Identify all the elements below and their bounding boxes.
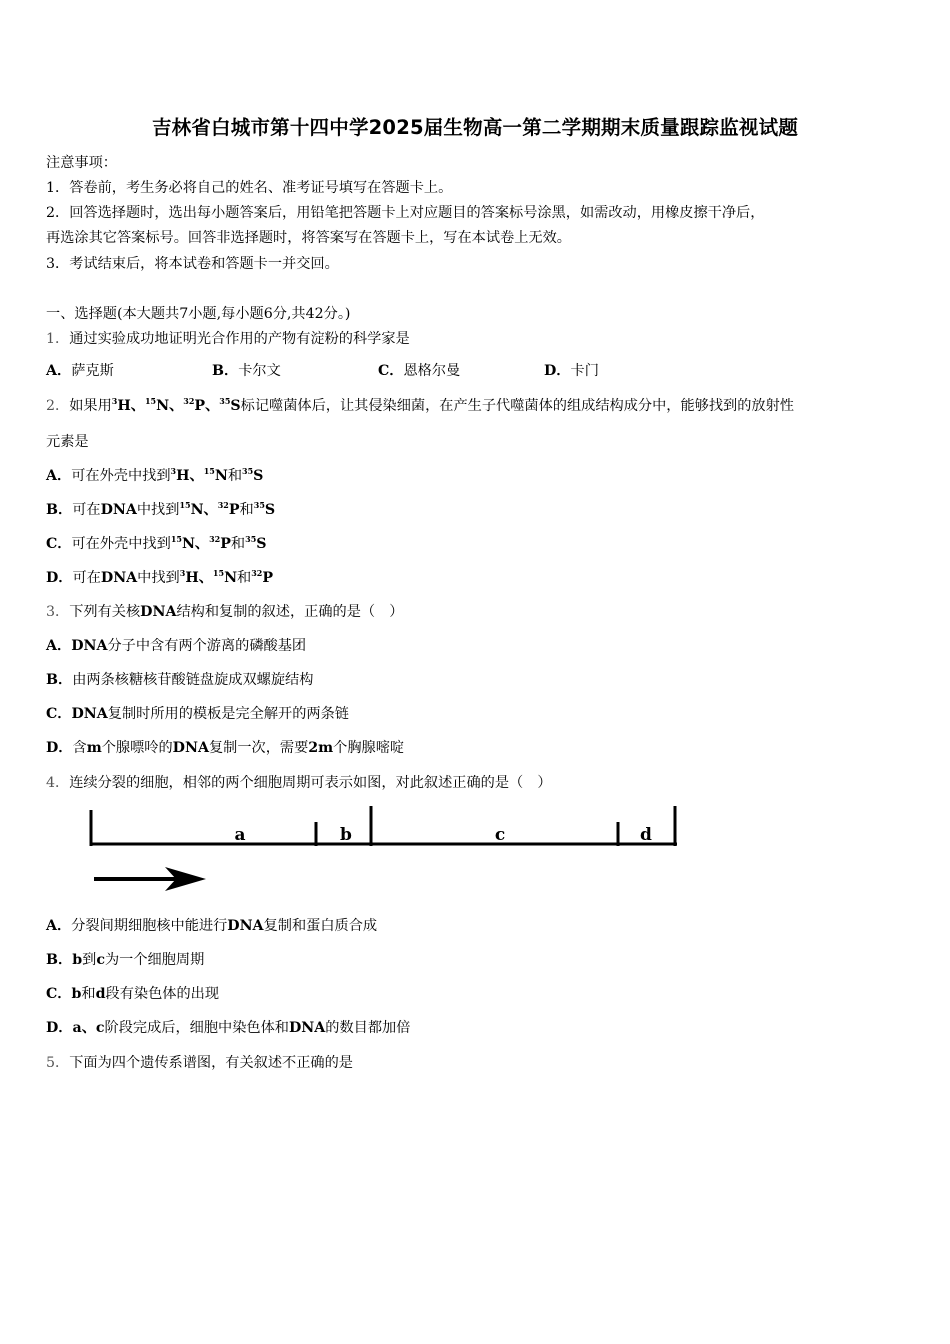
- element: P: [228, 502, 240, 518]
- option-text: 分裂间期细胞核中能进行: [71, 918, 228, 934]
- element: N、: [181, 536, 210, 552]
- option-text: 卡尔文: [238, 363, 281, 379]
- term-dna: DNA: [140, 604, 177, 620]
- question-stem: 下列有关核: [69, 604, 141, 620]
- q4-option-a: [46, 915, 377, 935]
- element: P: [220, 536, 231, 552]
- notice-item-2: 2．回答选择题时，选出每小题答案后，用铅笔把答题卡上对应题目的答案标号涂黑，如需改动，用橡皮擦干净后，: [46, 205, 765, 221]
- option-text: 恩格尔曼: [403, 363, 461, 379]
- isotope-mass: 32: [183, 396, 195, 406]
- option-text: 和: [230, 536, 246, 552]
- option-text: 复制时所用的模板是完全解开的两条链: [107, 706, 349, 722]
- q3-option-c: [46, 703, 349, 723]
- isotope-mass: 3: [170, 466, 177, 476]
- isotope-mass: 15: [170, 534, 182, 544]
- question-number: 4．: [46, 775, 70, 791]
- option-label: B．: [46, 502, 73, 518]
- q4-option-b: [46, 949, 204, 969]
- option-text: 和: [227, 468, 243, 484]
- q2-option-c: [46, 533, 267, 553]
- option-label: C．: [46, 986, 72, 1002]
- cell-cycle-diagram: [80, 800, 690, 895]
- option-text: 分子中含有两个游离的磷酸基团: [107, 638, 307, 654]
- term-dna: DNA: [288, 1020, 326, 1036]
- option-label: A．: [46, 638, 72, 654]
- question-1: [46, 328, 410, 348]
- isotope-mass: 35: [253, 500, 265, 510]
- element: S: [230, 398, 241, 414]
- notice-item-3: 3．考试结束后，将本试卷和答题卡一并交回。: [46, 256, 339, 272]
- variable: b: [71, 986, 82, 1002]
- question-stem: 如果用: [69, 398, 112, 414]
- isotope-mass: 15: [212, 568, 225, 578]
- isotope-mass: 35: [219, 396, 231, 406]
- option-label: B．: [46, 952, 73, 968]
- section-heading: 一、选择题(本大题共7小题,每小题6分,共42分。): [46, 306, 351, 322]
- option-label: C．: [46, 706, 72, 722]
- option-text: 可在: [72, 570, 101, 586]
- option-text: 萨克斯: [71, 363, 114, 379]
- question-number: 2．: [46, 398, 70, 414]
- option-text: 中找到: [137, 570, 180, 586]
- element: N、: [190, 502, 218, 518]
- isotope-mass: 32: [209, 534, 221, 544]
- question-number: 5．: [46, 1055, 70, 1071]
- q4-option-d: [46, 1017, 410, 1037]
- q2-option-a: [46, 465, 263, 485]
- isotope-mass: 3: [179, 568, 186, 578]
- option-text: 卡门: [570, 363, 599, 379]
- notice-item-1: 1．答卷前，考生务必将自己的姓名、准考证号填写在答题卡上。: [46, 180, 453, 196]
- option-text: 段有染色体的出现: [105, 986, 220, 1002]
- variable: c: [96, 952, 105, 968]
- variable: d: [95, 986, 106, 1002]
- option-label: A．: [46, 468, 72, 484]
- option-text: 可在: [72, 502, 101, 518]
- segment-label-b: b: [340, 825, 352, 845]
- segment-label-d: d: [640, 825, 652, 845]
- q2-option-d: [46, 567, 273, 587]
- q3-option-d: [46, 737, 404, 757]
- option-text: 和: [237, 570, 252, 586]
- option-text: 为一个细胞周期: [104, 952, 205, 968]
- element: S: [264, 502, 276, 518]
- option-label: B．: [212, 363, 239, 379]
- isotope-mass: 15: [179, 500, 191, 510]
- isotope-mass: 35: [242, 466, 254, 476]
- term-dna: DNA: [71, 638, 108, 654]
- isotope-mass: 3: [111, 396, 118, 406]
- option-text: 可在外壳中找到: [71, 468, 171, 484]
- option-text: 阶段完成后，细胞中染色体和: [104, 1020, 289, 1036]
- option-label: C．: [378, 363, 404, 379]
- option-text: 复制和蛋白质合成: [263, 918, 378, 934]
- question-1-options: [46, 360, 599, 380]
- q4-option-c: [46, 983, 219, 1003]
- q3-option-a: [46, 635, 306, 655]
- isotope-mass: 35: [245, 534, 257, 544]
- question-stem: 通过实验成功地证明光合作用的产物有淀粉的科学家是: [69, 331, 410, 347]
- option-text: 的数目都加倍: [325, 1020, 411, 1036]
- q2-option-b: [46, 499, 275, 519]
- element: N: [224, 570, 238, 586]
- option-text: 到: [82, 952, 97, 968]
- element: P: [262, 570, 274, 586]
- term-dna: DNA: [100, 502, 137, 518]
- option-label: D．: [544, 363, 571, 379]
- option-label: D．: [46, 1020, 73, 1036]
- option-text: 可在外壳中找到: [71, 536, 171, 552]
- direction-arrow-icon: [94, 867, 206, 891]
- element: H、: [117, 398, 145, 414]
- isotope-mass: 15: [144, 396, 157, 406]
- variable: m: [86, 740, 102, 756]
- term-dna: DNA: [227, 918, 264, 934]
- term-dna: DNA: [100, 570, 138, 586]
- option-text: 个胸腺嘧啶: [333, 740, 405, 756]
- variable: 2m: [308, 740, 334, 756]
- option-text: 中找到: [136, 502, 180, 518]
- isotope-mass: 15: [203, 466, 215, 476]
- option-text: 和: [81, 986, 96, 1002]
- question-stem: 标记噬菌体后，让其侵染细菌，在产生子代噬菌体的组成结构成分中，能够找到的放射性: [240, 398, 794, 414]
- term-dna: DNA: [172, 740, 209, 756]
- notice-item-2-cont: 再选涂其它答案标号。回答非选择题时，将答案写在答题卡上，写在本试卷上无效。: [46, 230, 571, 246]
- question-stem: 结构和复制的叙述，正确的是（ ）: [176, 604, 404, 620]
- question-5: [46, 1052, 353, 1072]
- option-label: A．: [46, 918, 72, 934]
- element: N、: [156, 398, 184, 414]
- option-label: B．: [46, 672, 73, 688]
- element: S: [253, 468, 264, 484]
- option-label: C．: [46, 536, 72, 552]
- notice-heading: 注意事项：: [46, 155, 117, 171]
- option-label: D．: [46, 570, 73, 586]
- option-text: 由两条核糖核苷酸链盘旋成双螺旋结构: [72, 672, 314, 688]
- option-text: 含: [72, 740, 87, 756]
- option-label: D．: [46, 740, 73, 756]
- element: H、: [176, 468, 204, 484]
- question-3: [46, 601, 403, 621]
- term-dna: DNA: [71, 706, 108, 722]
- element: H、: [185, 570, 213, 586]
- element: S: [256, 536, 267, 552]
- segment-label-c: c: [494, 825, 506, 845]
- option-text: 复制一次，需要: [208, 740, 309, 756]
- q3-option-b: [46, 669, 313, 689]
- question-2: [46, 395, 794, 415]
- variable: b: [72, 952, 83, 968]
- isotope-mass: 32: [217, 500, 229, 510]
- question-4: [46, 772, 552, 792]
- page-title: 吉林省白城市第十四中学2025届生物高一第二学期期末质量跟踪监视试题: [151, 116, 799, 139]
- isotope-mass: 32: [251, 568, 263, 578]
- element: N: [214, 468, 228, 484]
- option-label: A．: [46, 363, 72, 379]
- option-text: 个腺嘌呤的: [101, 740, 173, 756]
- option-text: 和: [239, 502, 254, 518]
- element: P、: [194, 398, 220, 414]
- question-stem: 连续分裂的细胞，相邻的两个细胞周期可表示如图，对此叙述正确的是（ ）: [69, 775, 552, 791]
- variable: a、c: [72, 1020, 105, 1036]
- question-number: 1．: [46, 331, 70, 347]
- question-number: 3．: [46, 604, 70, 620]
- question-2-cont: 元素是: [46, 434, 89, 450]
- question-stem: 下面为四个遗传系谱图，有关叙述不正确的是: [69, 1055, 353, 1071]
- segment-label-a: a: [234, 825, 246, 845]
